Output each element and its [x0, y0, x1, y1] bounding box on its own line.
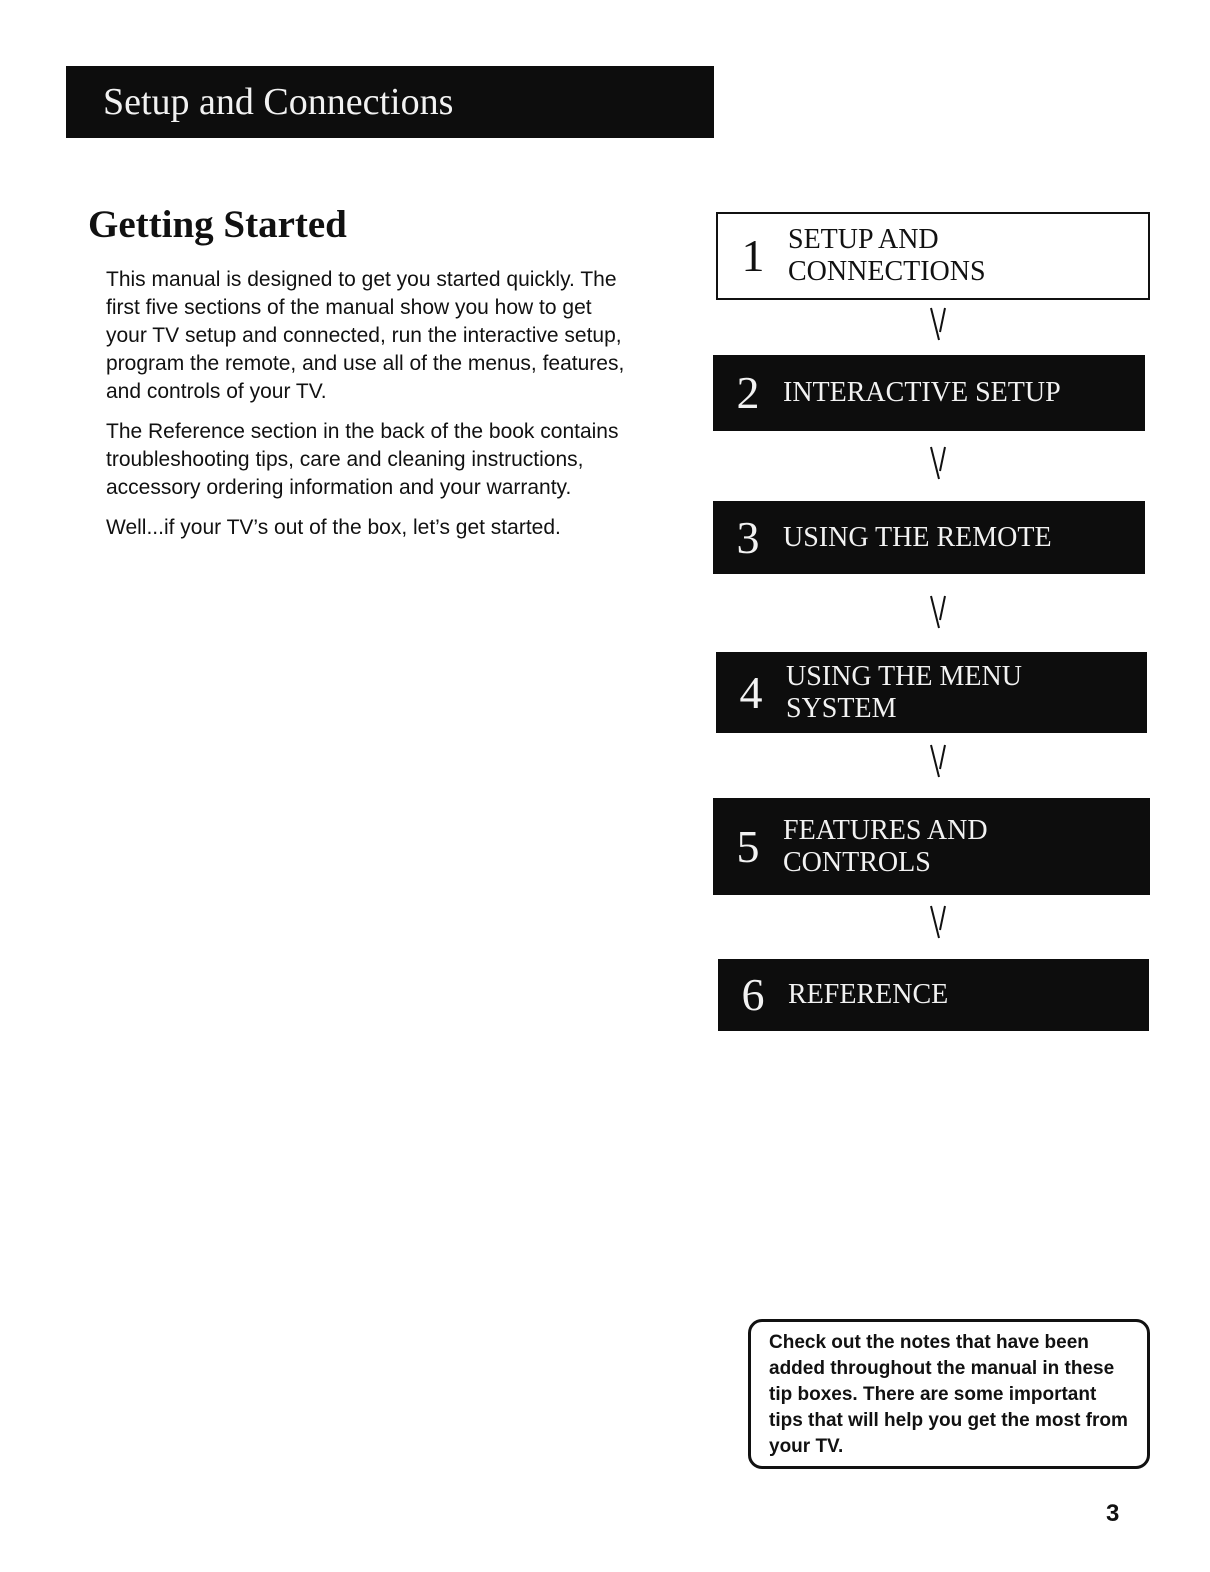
- arrow-down-icon: [928, 904, 948, 940]
- page-title: Getting Started: [88, 203, 347, 246]
- tip-box: [748, 1319, 1150, 1469]
- step-reference: [718, 959, 1149, 1031]
- step-label: FEATURES AND CONTROLS: [783, 814, 988, 878]
- page-number: 3: [1106, 1500, 1120, 1527]
- step-number: 4: [739, 666, 763, 718]
- intro-text: [106, 266, 626, 554]
- step-number: 1: [741, 230, 765, 281]
- step-features-and-controls: [713, 798, 1150, 895]
- step-label: REFERENCE: [788, 979, 949, 1010]
- step-label: USING THE MENU SYSTEM: [786, 660, 1022, 724]
- arrow-down-icon: [928, 445, 948, 481]
- arrow-down-icon: [928, 743, 948, 779]
- step-interactive-setup: [713, 355, 1145, 431]
- intro-paragraph: This manual is designed to get you started quickly. The first five sections of the manual show you how to get your TV setup and connected, run the interactive setup, program the remote, and use all of the menus, features, and controls of your TV.: [106, 268, 625, 403]
- step-number: 6: [741, 969, 765, 1020]
- section-title: Setup and Connections: [103, 81, 454, 123]
- step-number: 2: [736, 367, 760, 418]
- arrow-down-icon: [928, 306, 948, 342]
- intro-paragraph: The Reference section in the back of the book contains troubleshooting tips, care and cleaning instructions, accessory ordering information and your warranty.: [106, 420, 619, 499]
- tip-text: Check out the notes that have been added throughout the manual in these tip boxes. There are some important tips that will help you get the most from your TV.: [769, 1332, 1128, 1457]
- section-banner: [66, 66, 714, 138]
- intro-paragraph: Well...if your TV’s out of the box, let’s get started.: [106, 516, 561, 539]
- step-using-the-menu-system: [716, 652, 1147, 733]
- step-setup-and-connections: [716, 212, 1150, 300]
- step-label: INTERACTIVE SETUP: [783, 377, 1061, 408]
- step-label: USING THE REMOTE: [783, 521, 1052, 553]
- step-using-the-remote: [713, 501, 1145, 574]
- step-number: 3: [736, 511, 760, 563]
- arrow-down-icon: [928, 594, 948, 630]
- step-number: 5: [736, 820, 760, 872]
- step-label: SETUP AND CONNECTIONS: [788, 224, 986, 287]
